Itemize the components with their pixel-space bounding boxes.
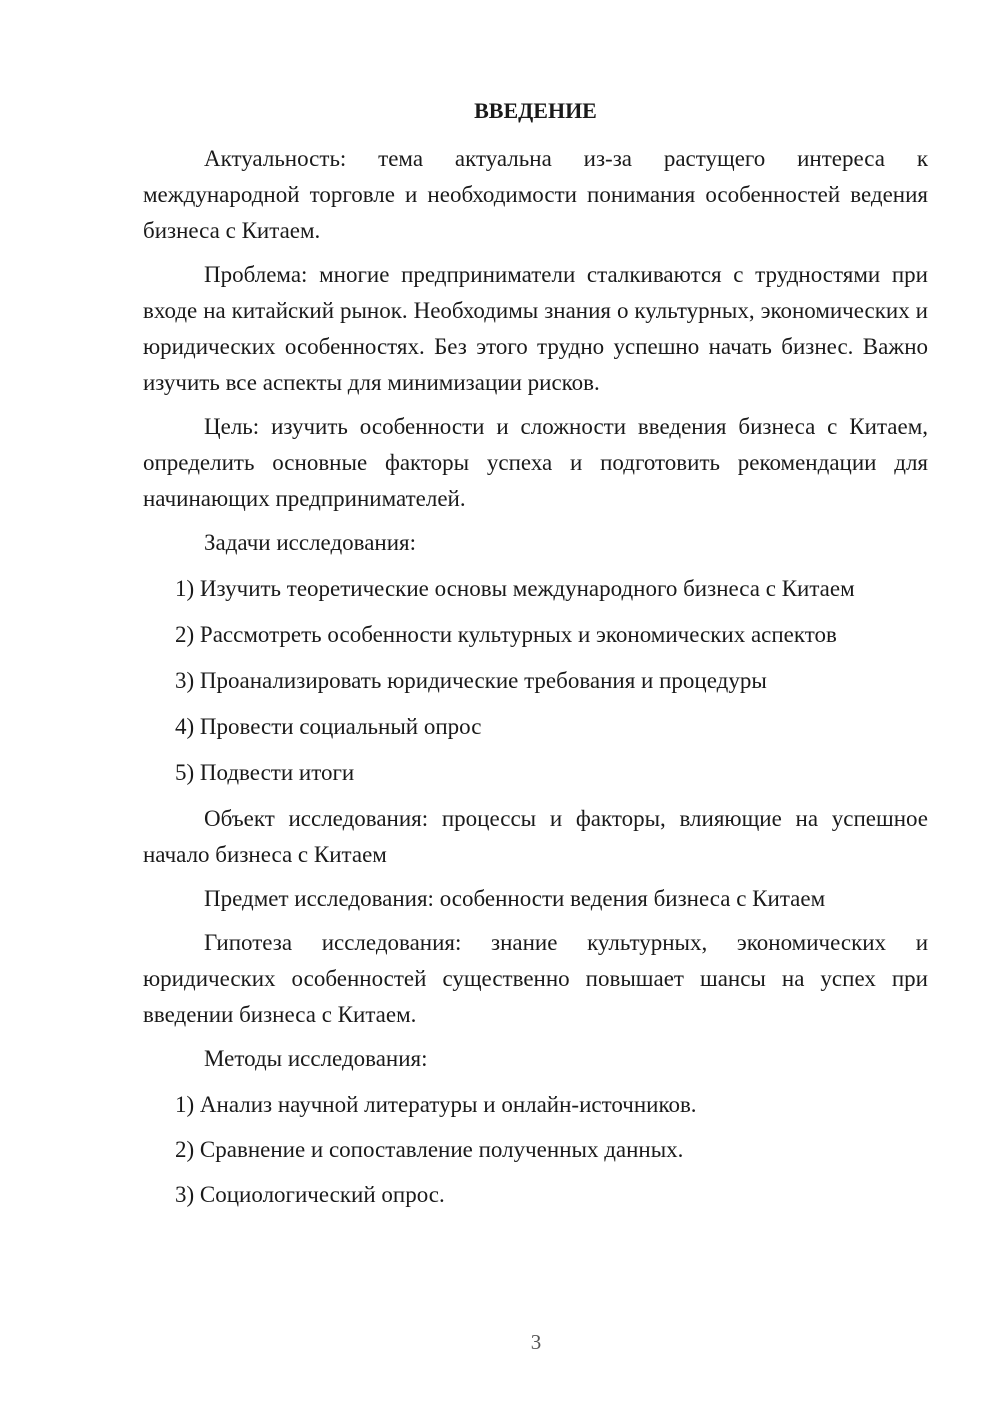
page-number: 3 <box>530 1330 542 1354</box>
problem-paragraph: Проблема: многие предприниматели сталкиваются с трудностями при входе на китайский рынок. Необходимы знания о культурных, экономических и юридических особенностях. Без этого трудно успешно начать бизнес. Важно изучить все аспекты для минимизации рисков. <box>143 262 928 395</box>
methods-list <box>143 1087 928 1213</box>
tasks-heading: Задачи исследования: <box>204 530 417 555</box>
list-item: 5) Подвести итоги <box>175 760 355 785</box>
methods-heading: Методы исследования: <box>204 1046 428 1071</box>
object-paragraph: Объект исследования: процессы и факторы, влияющие на успешное начало бизнеса с Китаем <box>143 806 928 867</box>
list-item: 3) Проанализировать юридические требования и процедуры <box>175 668 767 693</box>
list-item: 3) Социологический опрос. <box>175 1182 445 1207</box>
list-item: 1) Анализ научной литературы и онлайн-источников. <box>175 1092 697 1117</box>
tasks-list <box>143 571 928 791</box>
relevance-paragraph: Актуальность: тема актуальна из-за растущего интереса к международной торговле и необходимости понимания особенностей ведения бизнеса с Китаем. <box>143 146 928 243</box>
list-item: 2) Рассмотреть особенности культурных и экономических аспектов <box>175 622 837 647</box>
list-item: 1) Изучить теоретические основы международного бизнеса с Китаем <box>175 576 855 601</box>
subject-paragraph: Предмет исследования: особенности ведения бизнеса с Китаем <box>204 886 826 911</box>
document-page <box>143 93 928 1223</box>
list-item: 2) Сравнение и сопоставление полученных данных. <box>175 1137 684 1162</box>
section-title: ВВЕДЕНИЕ <box>474 98 597 123</box>
list-item: 4) Провести социальный опрос <box>175 714 482 739</box>
goal-paragraph: Цель: изучить особенности и сложности введения бизнеса с Китаем, определить основные факторы успеха и подготовить рекомендации для начинающих предпринимателей. <box>143 414 928 511</box>
hypothesis-paragraph: Гипотеза исследования: знание культурных, экономических и юридических особенностей существенно повышает шансы на успех при введении бизнеса с Китаем. <box>143 930 928 1027</box>
